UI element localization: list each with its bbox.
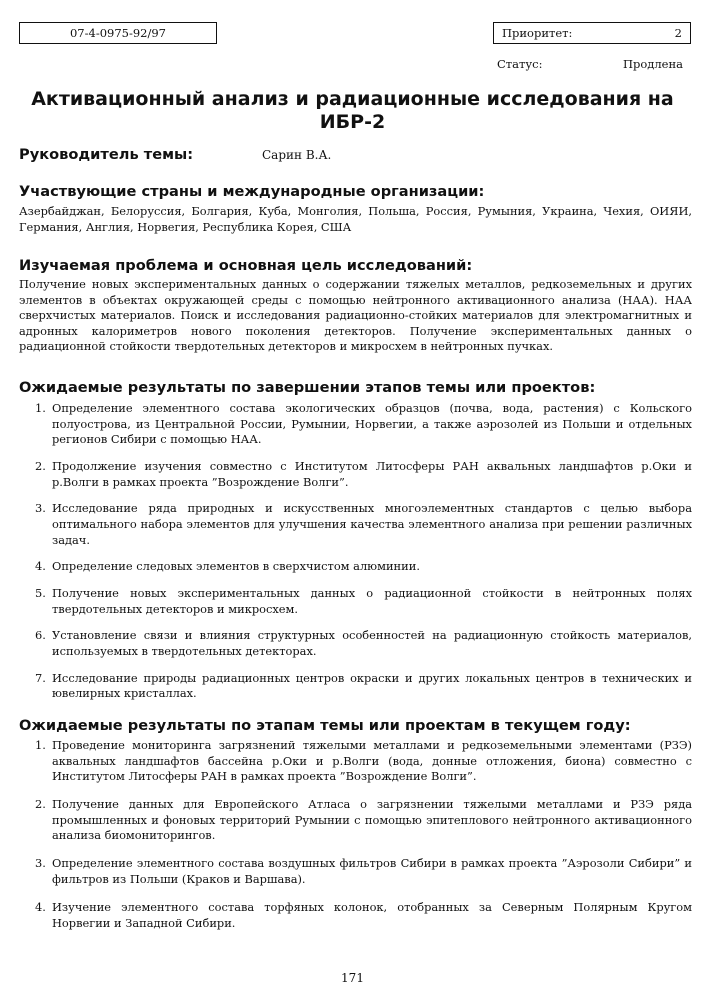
- leader-name: Сарин В.А.: [262, 148, 332, 162]
- item-text: Определение следовых элементов в сверхчистом алюминии.: [52, 559, 420, 574]
- item-text: Продолжение изучения совместно с Институтом Литосферы РАН аквальных ландшафтов р.Оки и р.Волги в рамках проекта ”Возрождение Волги”.: [52, 458, 692, 489]
- item-text: Определение элементного состава воздушных фильтров Сибири в рамках проекта ”Аэрозоли Сибири” и фильтров из Польши (Краков и Варшава).: [52, 856, 692, 886]
- priority-label: Приоритет:: [502, 26, 573, 40]
- list-item: [19, 501, 692, 548]
- item-text: Определение элементного состава экологических образцов (почва, вода, растения) с Кольского полуострова, из Центральной России, Румынии, Норвегии, а также аэрозолей из Польши и отдельных регионов Сибири с помощью НАА.: [52, 401, 692, 447]
- item-number: 3.: [35, 856, 46, 871]
- final-results-heading: Ожидаемые результаты по завершении этапов темы или проектов:: [19, 379, 596, 396]
- item-number: 1.: [35, 401, 46, 415]
- list-item: [19, 628, 692, 659]
- priority-value: 2: [674, 26, 682, 40]
- page-title: Активационный анализ и радиационные исследования на ИБР-2: [31, 88, 674, 133]
- list-item: [19, 856, 692, 887]
- item-text: Исследование ряда природных и искусственных многоэлементных стандартов с целью выбора оптимального набора элементов для улучшения качества элементного анализа при решении различных задач.: [52, 501, 692, 547]
- item-number: 7.: [35, 670, 46, 685]
- list-item: [19, 797, 692, 844]
- item-text: Установление связи и влияния структурных особенностей на радиационную стойкость материалов, используемых в твердотельных детекторах.: [52, 628, 692, 659]
- item-text: Исследование природы радиационных центров окраски и других локальных центров в технических и ювелирных кристаллах.: [52, 670, 692, 701]
- list-item: [19, 900, 692, 931]
- item-text: Изучение элементного состава торфяных колонок, отобранных за Северным Полярным Кругом Норвегии и Западной Сибири.: [52, 899, 692, 930]
- item-number: 5.: [35, 586, 46, 601]
- status-label: Статус:: [497, 57, 543, 71]
- list-item: [19, 738, 692, 785]
- problem-text: Получение новых экспериментальных данных о содержании тяжелых металлов, редкоземельных и других элементов в объектах окружающей среды с помощью нейтронного активационного анализа (НАА). НАА сверхчистых материалов. Поиск и исследования радиационно-стойких материалов для электромагнитных и адронных калориметров нового поколения детекторов. Получение экспериментальных данных о радиационной стойкости твердотельных детекторов и микросхем в нейтронных пучках.: [19, 277, 692, 354]
- year-results-heading: Ожидаемые результаты по этапам темы или проектам в текущем году:: [19, 717, 631, 734]
- list-item: [19, 671, 692, 702]
- item-text: Получение данных для Европейского Атласа о загрязнении тяжелыми металлами и РЗЭ ряда промышленных и фоновых территорий Румынии с помощью эпитеплового нейтронного активационного анализа биомониторингов.: [52, 797, 692, 843]
- project-code: 07-4-0975-92/97: [69, 26, 166, 40]
- item-number: 1.: [35, 738, 46, 752]
- item-number: 4.: [35, 899, 46, 914]
- item-number: 2.: [35, 458, 46, 473]
- countries-text: Азербайджан, Белоруссия, Болгария, Куба, Монголия, Польша, Россия, Румыния, Украина, Чехия, ОИЯИ, Германия, Англия, Норвегия, Республика Корея, США: [19, 204, 692, 234]
- countries-heading: Участвующие страны и международные организации:: [19, 183, 485, 200]
- item-number: 2.: [35, 797, 46, 812]
- final-results-list: [19, 401, 692, 713]
- list-item: [19, 586, 692, 617]
- project-code-box: [19, 22, 217, 44]
- list-item: [19, 401, 692, 448]
- status-value: Продлена: [622, 57, 683, 71]
- problem-heading: Изучаемая проблема и основная цель исследований:: [19, 257, 473, 274]
- priority-box: [493, 22, 691, 44]
- item-number: 3.: [35, 501, 46, 516]
- item-text: Получение новых экспериментальных данных о радиационной стойкости в нейтронных полях твердотельных детекторов и микросхем.: [52, 586, 692, 616]
- item-number: 6.: [35, 628, 46, 643]
- status-row: [497, 57, 683, 71]
- item-number: 4.: [35, 559, 46, 574]
- item-text: Проведение мониторинга загрязнений тяжелыми металлами и редкоземельными элементами (РЗЭ) аквальных ландшафтов бассейна р.Оки и р.Волги (вода, донные отложения, биона) совместно с Институтом Литосферы РАН в рамках проекта ”Возрождение Волги”.: [52, 738, 692, 784]
- leader-label: Руководитель темы:: [19, 146, 194, 163]
- year-results-list: [19, 738, 692, 944]
- list-item: [19, 559, 692, 575]
- list-item: [19, 459, 692, 490]
- page-number: 171: [341, 971, 364, 985]
